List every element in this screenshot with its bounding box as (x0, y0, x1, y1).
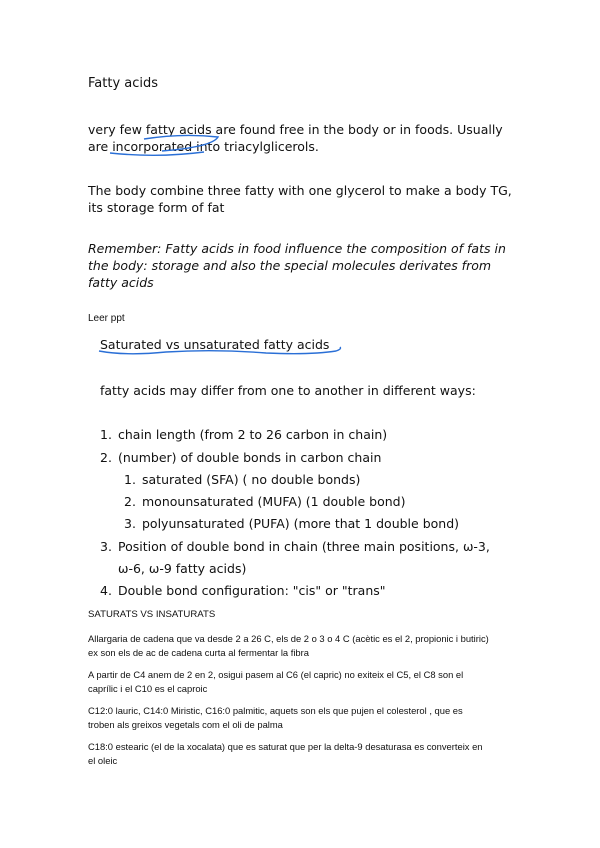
list-number: 2. (100, 450, 112, 465)
paragraph-line: ex son els de ac de cadena curta al fermentar la fibra (88, 647, 309, 658)
paragraph-line: C12:0 lauric, C14:0 Miristic, C16:0 palmitic, aquets son els que pujen el colesterol , que es (88, 705, 463, 716)
list-subitem (124, 472, 360, 487)
list-number: 3. (100, 539, 112, 554)
list-text: ω-6, ω-9 fatty acids) (118, 561, 247, 576)
text-run: into triacylglicerols. (192, 139, 319, 154)
highlighted-term: incorporated (112, 139, 193, 154)
list-text: polyunsaturated (PUFA) (more that 1 double bond) (142, 516, 460, 531)
list-text: saturated (SFA) ( no double bonds) (142, 472, 361, 487)
paragraph-line: el oleic (88, 755, 118, 766)
intro-text: fatty acids may differ from one to another in different ways: (100, 383, 476, 398)
catalan-heading: SATURATS VS INSATURATS (88, 609, 216, 620)
text-run: are found free in the body or in foods. Usually (211, 122, 503, 137)
pen-underline-incorporated (108, 149, 208, 159)
paragraph-line: its storage form of fat (88, 200, 225, 215)
paragraph-line: The body combine three fatty with one glycerol to make a body TG, (88, 183, 512, 198)
list-subitem (124, 494, 405, 509)
list-item (100, 583, 386, 598)
list-text: Double bond configuration: "cis" or "trans" (118, 583, 386, 598)
list-subitem (124, 516, 459, 531)
list-text: chain length (from 2 to 26 carbon in chain) (118, 427, 388, 442)
paragraph-remember (88, 240, 528, 291)
paragraph-line: the body: storage and also the special molecules derivates from (88, 258, 492, 273)
paragraph-line: fatty acids (88, 275, 154, 290)
list-item (100, 450, 381, 465)
list-item-continuation (100, 561, 246, 576)
paragraph-line: A partir de C4 anem de 2 en 2, osigui pasem al C6 (el capric) no exiteix el C5, el C8 son el (88, 669, 464, 680)
paragraph-body-tg (88, 182, 528, 216)
paragraph-line: C18:0 estearic (el de la xocalata) que es saturat que per la delta-9 desaturasa es converteix en (88, 741, 483, 752)
list-number: 2. (124, 494, 136, 509)
list-text: (number) of double bonds in carbon chain (118, 450, 382, 465)
highlighted-term: fatty acids (145, 122, 212, 137)
list-item (100, 427, 387, 442)
list-text: Position of double bond in chain (three main positions, ω-3, (118, 539, 490, 554)
catalan-paragraph (88, 632, 518, 660)
list-text: monounsaturated (MUFA) (1 double bond) (142, 494, 406, 509)
list-number: 1. (100, 427, 112, 442)
list-number: 3. (124, 516, 136, 531)
list-number: 1. (124, 472, 136, 487)
paragraph-line: caprílic i el C10 es el caproic (88, 683, 208, 694)
list-number: 4. (100, 583, 112, 598)
text-run: very few (88, 122, 146, 137)
paragraph-line: Remember: Fatty acids in food influence the composition of fats in (88, 241, 506, 256)
section-heading: Saturated vs unsaturated fatty acids (100, 337, 330, 352)
page-title: Fatty acids (88, 76, 159, 91)
pen-underline-heading (96, 345, 346, 359)
catalan-paragraph (88, 704, 518, 732)
list-item (100, 539, 490, 554)
paragraph-line: Allargaria de cadena que va desde 2 a 26 C, els de 2 o 3 o 4 C (acètic es el 2, propionic i butiric) (88, 633, 489, 644)
paragraph-line: troben als greixos vegetals com el oli de palma (88, 719, 283, 730)
text-run: are (88, 139, 113, 154)
leer-ppt-note: Leer ppt (88, 313, 125, 324)
catalan-paragraph (88, 740, 518, 768)
catalan-paragraph (88, 668, 518, 696)
